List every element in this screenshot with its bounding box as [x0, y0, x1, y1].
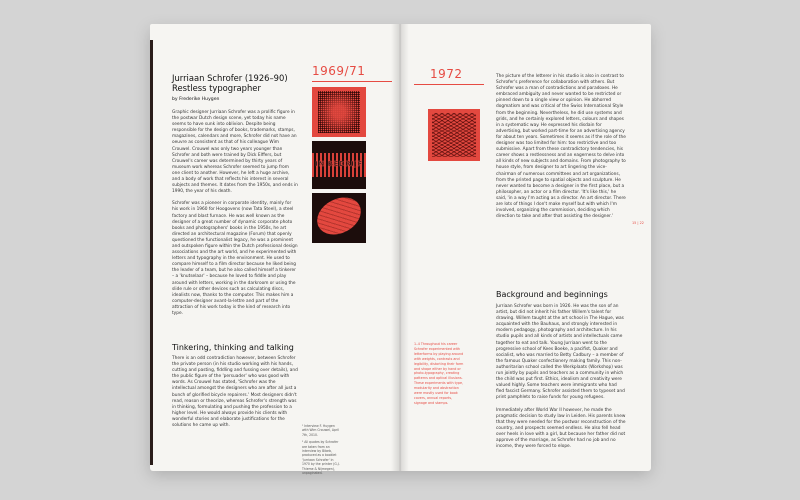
year-divider-right: [414, 84, 484, 85]
red-pattern-image: [428, 109, 480, 161]
byline: by Frederike Huygen: [172, 97, 220, 102]
background-paragraph-1: Jurriaan Schrofer was born in 1926. He was the son of an artist, but did not inherit his father Willem's talent for drawing. Willem taught at the art school in The Hague, was acquainted with the Bauhaus, and strongly interested in modern pedagogy, photography and architecture. In his studio pupils and all kinds of artists and intellectuals came together to eat and talk. Young Jurriaan went to the progressive school of Kees Boeke, a pacifist, Quaker and socialist, who was married to Betty Cadbury – a member of the famous Quaker confectionery making family. This non-authoritarian school called the Werkplaats (Workshop) was run jointly by pupils and teachers as a community in which the child was put first. Ethics, idealism and creativity were valued highly. Some teachers were immigrants who had fled fascist Germany. Schrofer assisted them to typeset and print pamphlets to raise funds for young refugees.: [496, 304, 625, 401]
in-bedrijf-caption: IN BEDRIJF: [315, 160, 363, 168]
right-page: [400, 24, 651, 471]
in-bedrijf-type-image: [312, 141, 366, 189]
image-side-note: 1–4 Throughout his career Schrofer experimented with letterforms by playing around with weights, contrasts and legibility, distorting their form and shape either by hand or photo-typography, creating patterns and optical illusions. These experiments with type, modularity and abstraction were mostly used for book covers, annual reports, signage and stamps.: [414, 342, 464, 405]
booklet-spine-fold: [391, 24, 409, 471]
year-label-1969-71: 1969/71: [312, 64, 366, 78]
left-body-paragraph-1: Graphic designer Jurriaan Schrofer was a prolific figure in the postwar Dutch design scene, yet today his name seems to have sunk into oblivion. Despite being responsible for the design of books, trademarks, stamps, magazines, calendars and more, Schrofer did not have an oeuvre as consistent as that of his colleague Wim Crouwel. Crouwel was only two years younger than Schrofer and both were trained by Dick Elffers, but Crouwel's career was determined by thirty years of museum work whereas Schrofer seemed to jump from one client to another. However, he left a huge archive, and a body of work that reflects his interest in several subjects and themes. It dates from the 1950s, and ends in 1990, the year of his death.: [172, 110, 298, 195]
section-heading-background: Background and beginnings: [496, 290, 608, 299]
footnote-1: ¹ Interview F. Huygen with Wim Crouwel, April 7th, 2010.: [302, 424, 339, 437]
left-page: [150, 24, 400, 476]
left-body-paragraph-2: Schrofer was a pioneer in corporate identity, mainly for his work in 1960 for Hoogovens (now Tata Steel), a steel factory and blast furnace. He was well known as the designer of a great number of dynamic corporate photo books and photographers' books in the 1950s, he art directed an architectural magazine (Forum) that openly questioned the functionalist legacy, he was a prominent and outspoken figure within the Dutch professional design associations and the art world, and he experimented with letters and typography in the environment. He used to compare himself to a film director because he liked being the leader of a team, but he also called himself a tinkerer – a 'knutselaar' – because he loved to fiddle and play around with letters, working in the darkroom or using the slide rule or other devices such as calculating discs, idealists now, thanks to the computer. This makes him a computer-designer avant-la-lettre and part of the attraction of his work today is the kind of research into type.: [172, 201, 298, 316]
section-heading-tinkering: Tinkering, thinking and talking: [172, 343, 294, 352]
red-dot-gradient-image: [312, 87, 366, 137]
article-subtitle: Restless typographer: [172, 83, 261, 93]
year-divider-left: [312, 81, 392, 82]
tinkering-paragraph: There is an odd contradiction however, between Schrofer the private person (in his studio working with his hands, cutting and pasting, fiddling and fussing over details), and the public figure of the 'persuader' who was good with words. As Crouwel has stated, 'Schrofer was the intellectual amongst the designers who are after all just a bunch of glorified bicycle repairers.' Most designers didn't read, reason or theorize, whereas Schrofer's strength was in thinking, formulating and pushing the profession to a higher level. He would always provide his clients with wonderful stories and elaborate justifications for the solutions he came up with.: [172, 356, 298, 429]
left-body-text: [172, 110, 298, 323]
page-number: 15 | 22: [632, 221, 644, 225]
article-title: Jurriaan Schrofer (1926–90): [172, 73, 288, 83]
background-paragraph-2: Immediately after World War II however, he made the pragmatic decision to study law in Leiden. His parents knew that they were needed for the postwar reconstruction of the country, and prospects seemed endless. He also fell head over heels in love with a girl, but because her father did not approve of the marriage, as Schrofer had no job and no income, they were forced to elope.: [496, 407, 626, 450]
footnote-2: ² All quotes by Schrofer are taken from an interview by Bibeb, produced as a booklet 'Jurriaan Schrofer' in 1970 by the printer (G.J. Thieme & Nijmegen), unpaginated.: [302, 440, 340, 476]
right-intro-paragraph: The picture of the letterer in his studio is also in contrast to Schrofer's preference for collaboration with others. But Schrofer was a man of contradictions and paradoxes. He embraced ambiguity and never wanted to be restricted or pinned down to a single view or opinion. He abhorred dogmatism and was critical of the Swiss International Style from the beginning. Nevertheless, he did use systems and grids, and he certainly explored letters, colours and shapes in a systematic way. He expressed his disdain for advertising, but worked part-time for an advertising agency for about ten years. Sometimes it seems as if the role of the designer was too limited for him: too restrictive and too submissive. Apart from these contradictory tendencies, his career shows a restlessness and an eagerness to delve into all kinds of new subjects and domains. From photography to house style, from designer to art lingering the vice-chairman of numerous committees and art organizations, from the printed page to spatial objects and sculpture. He never wanted to become a designer in the first place, but a philosopher, an actor or a film director. 'It's like this,' he said, 'in a way I'm acting as a director. An art director. There are lots of things I don't make myself but with which I'm involved, organizing the commission, deciding which direction to take and after that assisting the designer.': [496, 74, 626, 220]
right-intro-text: [496, 74, 626, 226]
footnotes: [302, 424, 340, 475]
right-background-text: [496, 304, 626, 456]
cover-edge: [150, 40, 153, 465]
red-ellipse-image: [312, 193, 366, 243]
year-label-1972: 1972: [430, 67, 463, 81]
